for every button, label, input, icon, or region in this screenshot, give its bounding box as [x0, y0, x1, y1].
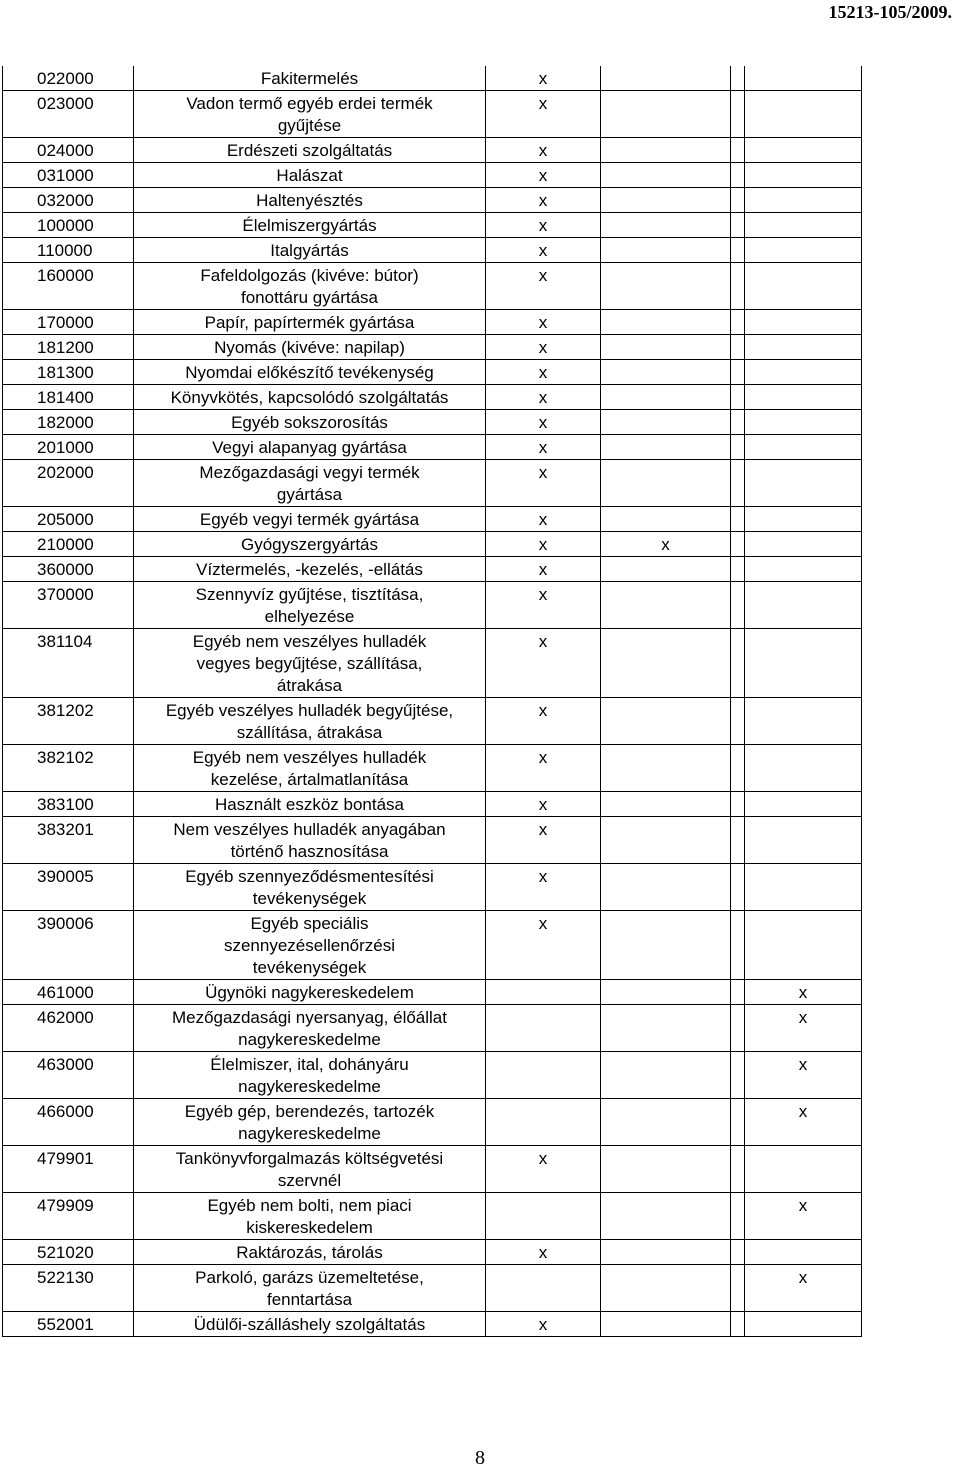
- mark-cell-col2: [601, 163, 731, 188]
- activity-name-cell: Egyéb nem bolti, nem piaci kiskereskedelem: [134, 1193, 486, 1240]
- table-row: [3, 817, 862, 864]
- activity-name-cell: Erdészeti szolgáltatás: [134, 138, 486, 163]
- table-row: [3, 410, 862, 435]
- mark-cell-col4: x: [745, 1193, 862, 1240]
- mark-cell-col3: [731, 1146, 745, 1193]
- activity-code-cell: 170000: [3, 310, 134, 335]
- mark-cell-col2: [601, 238, 731, 263]
- mark-cell-col4: [745, 1312, 862, 1337]
- mark-cell-col3: [731, 66, 745, 91]
- mark-cell-col1: x: [486, 213, 601, 238]
- mark-cell-col4: [745, 188, 862, 213]
- activity-name-cell: Fakitermelés: [134, 66, 486, 91]
- mark-cell-col4: [745, 911, 862, 980]
- activity-name-cell: Vadon termő egyéb erdei termék gyűjtése: [134, 91, 486, 138]
- mark-cell-col2: [601, 629, 731, 698]
- mark-cell-col1: x: [486, 698, 601, 745]
- activity-name-cell: Haltenyésztés: [134, 188, 486, 213]
- mark-cell-col4: [745, 507, 862, 532]
- activity-name-cell: Egyéb veszélyes hulladék begyűjtése, szállítása, átrakása: [134, 698, 486, 745]
- mark-cell-col3: [731, 1193, 745, 1240]
- mark-cell-col4: [745, 410, 862, 435]
- table-row: [3, 1146, 862, 1193]
- mark-cell-col3: [731, 310, 745, 335]
- mark-cell-col2: [601, 410, 731, 435]
- activity-code-cell: 160000: [3, 263, 134, 310]
- mark-cell-col3: [731, 980, 745, 1005]
- mark-cell-col2: [601, 335, 731, 360]
- table-row: [3, 91, 862, 138]
- mark-cell-col4: [745, 745, 862, 792]
- activity-name-cell: Gyógyszergyártás: [134, 532, 486, 557]
- mark-cell-col3: [731, 238, 745, 263]
- mark-cell-col3: [731, 435, 745, 460]
- activity-code-cell: 205000: [3, 507, 134, 532]
- table-row: [3, 745, 862, 792]
- mark-cell-col2: [601, 1265, 731, 1312]
- mark-cell-col2: [601, 698, 731, 745]
- activity-code-cell: 466000: [3, 1099, 134, 1146]
- activity-code-cell: 100000: [3, 213, 134, 238]
- mark-cell-col1: x: [486, 310, 601, 335]
- mark-cell-col1: x: [486, 792, 601, 817]
- activity-name-cell: Egyéb sokszorosítás: [134, 410, 486, 435]
- mark-cell-col4: [745, 263, 862, 310]
- table-row: [3, 385, 862, 410]
- mark-cell-col2: [601, 1146, 731, 1193]
- mark-cell-col3: [731, 460, 745, 507]
- activity-name-cell: Italgyártás: [134, 238, 486, 263]
- mark-cell-col2: [601, 1193, 731, 1240]
- activity-code-cell: 390005: [3, 864, 134, 911]
- mark-cell-col2: [601, 1099, 731, 1146]
- activity-name-cell: Nyomdai előkészítő tevékenység: [134, 360, 486, 385]
- mark-cell-col4: x: [745, 1005, 862, 1052]
- mark-cell-col4: [745, 238, 862, 263]
- mark-cell-col4: [745, 557, 862, 582]
- activity-code-cell: 181200: [3, 335, 134, 360]
- mark-cell-col1: x: [486, 460, 601, 507]
- table-row: [3, 238, 862, 263]
- table-row: [3, 360, 862, 385]
- mark-cell-col4: x: [745, 980, 862, 1005]
- mark-cell-col3: [731, 1052, 745, 1099]
- activity-code-cell: 022000: [3, 66, 134, 91]
- mark-cell-col4: [745, 91, 862, 138]
- mark-cell-col2: [601, 91, 731, 138]
- mark-cell-col3: [731, 629, 745, 698]
- table-row: [3, 507, 862, 532]
- activity-name-cell: Mezőgazdasági nyersanyag, élőállat nagykereskedelme: [134, 1005, 486, 1052]
- activity-code-cell: 479909: [3, 1193, 134, 1240]
- mark-cell-col2: [601, 817, 731, 864]
- mark-cell-col4: [745, 435, 862, 460]
- table-row: [3, 213, 862, 238]
- mark-cell-col2: [601, 435, 731, 460]
- mark-cell-col3: [731, 698, 745, 745]
- mark-cell-col2: [601, 460, 731, 507]
- activity-name-cell: Egyéb nem veszélyes hulladék kezelése, ártalmatlanítása: [134, 745, 486, 792]
- activity-name-cell: Használt eszköz bontása: [134, 792, 486, 817]
- mark-cell-col1: x: [486, 1240, 601, 1265]
- mark-cell-col3: [731, 263, 745, 310]
- mark-cell-col1: [486, 1265, 601, 1312]
- mark-cell-col2: [601, 1240, 731, 1265]
- mark-cell-col1: [486, 1193, 601, 1240]
- mark-cell-col1: x: [486, 745, 601, 792]
- page-number: 8: [475, 1447, 485, 1469]
- table-row: [3, 629, 862, 698]
- table-row: [3, 911, 862, 980]
- mark-cell-col1: x: [486, 66, 601, 91]
- activity-name-cell: Élelmiszergyártás: [134, 213, 486, 238]
- mark-cell-col2: x: [601, 532, 731, 557]
- activity-code-table: [2, 66, 862, 1337]
- activity-code-cell: 032000: [3, 188, 134, 213]
- activity-name-cell: Papír, papírtermék gyártása: [134, 310, 486, 335]
- mark-cell-col2: [601, 980, 731, 1005]
- activity-code-cell: 110000: [3, 238, 134, 263]
- activity-name-cell: Víztermelés, -kezelés, -ellátás: [134, 557, 486, 582]
- mark-cell-col4: [745, 582, 862, 629]
- mark-cell-col2: [601, 792, 731, 817]
- mark-cell-col4: [745, 138, 862, 163]
- mark-cell-col3: [731, 792, 745, 817]
- mark-cell-col1: x: [486, 91, 601, 138]
- mark-cell-col3: [731, 1312, 745, 1337]
- mark-cell-col3: [731, 557, 745, 582]
- activity-code-cell: 382102: [3, 745, 134, 792]
- table-row: [3, 138, 862, 163]
- mark-cell-col1: x: [486, 1312, 601, 1337]
- mark-cell-col4: [745, 213, 862, 238]
- activity-code-cell: 181300: [3, 360, 134, 385]
- mark-cell-col1: [486, 1099, 601, 1146]
- mark-cell-col2: [601, 188, 731, 213]
- activity-name-cell: Ügynöki nagykereskedelem: [134, 980, 486, 1005]
- mark-cell-col2: [601, 557, 731, 582]
- mark-cell-col2: [601, 213, 731, 238]
- mark-cell-col2: [601, 864, 731, 911]
- activity-name-cell: Vegyi alapanyag gyártása: [134, 435, 486, 460]
- mark-cell-col3: [731, 410, 745, 435]
- mark-cell-col4: [745, 532, 862, 557]
- mark-cell-col4: [745, 360, 862, 385]
- activity-code-cell: 031000: [3, 163, 134, 188]
- activity-name-cell: Halászat: [134, 163, 486, 188]
- activity-name-cell: Élelmiszer, ital, dohányáru nagykereskedelme: [134, 1052, 486, 1099]
- activity-code-cell: 370000: [3, 582, 134, 629]
- mark-cell-col3: [731, 360, 745, 385]
- mark-cell-col1: x: [486, 238, 601, 263]
- mark-cell-col3: [731, 1240, 745, 1265]
- mark-cell-col2: [601, 1052, 731, 1099]
- table-row: [3, 1193, 862, 1240]
- table-row: [3, 163, 862, 188]
- activity-code-cell: 521020: [3, 1240, 134, 1265]
- mark-cell-col1: x: [486, 335, 601, 360]
- activity-name-cell: Egyéb szennyeződésmentesítési tevékenységek: [134, 864, 486, 911]
- mark-cell-col2: [601, 385, 731, 410]
- mark-cell-col1: x: [486, 1146, 601, 1193]
- activity-name-cell: Üdülői-szálláshely szolgáltatás: [134, 1312, 486, 1337]
- activity-code-cell: 390006: [3, 911, 134, 980]
- mark-cell-col1: x: [486, 435, 601, 460]
- activity-code-cell: 210000: [3, 532, 134, 557]
- mark-cell-col3: [731, 745, 745, 792]
- table-row: [3, 1265, 862, 1312]
- activity-code-cell: 383100: [3, 792, 134, 817]
- mark-cell-col1: x: [486, 911, 601, 980]
- table-row: [3, 792, 862, 817]
- activity-code-cell: 023000: [3, 91, 134, 138]
- activity-code-cell: 479901: [3, 1146, 134, 1193]
- mark-cell-col4: x: [745, 1052, 862, 1099]
- activity-name-cell: Tankönyvforgalmazás költségvetési szervnél: [134, 1146, 486, 1193]
- mark-cell-col2: [601, 1312, 731, 1337]
- mark-cell-col1: x: [486, 864, 601, 911]
- activity-name-cell: Nyomás (kivéve: napilap): [134, 335, 486, 360]
- document-id: 15213-105/2009.: [828, 2, 952, 22]
- table-row: [3, 532, 862, 557]
- table-row: [3, 698, 862, 745]
- mark-cell-col3: [731, 507, 745, 532]
- activity-code-cell: 381104: [3, 629, 134, 698]
- mark-cell-col1: x: [486, 817, 601, 864]
- mark-cell-col1: x: [486, 557, 601, 582]
- mark-cell-col4: [745, 864, 862, 911]
- mark-cell-col3: [731, 138, 745, 163]
- mark-cell-col2: [601, 66, 731, 91]
- activity-name-cell: Egyéb speciális szennyezésellenőrzési tevékenységek: [134, 911, 486, 980]
- mark-cell-col2: [601, 138, 731, 163]
- mark-cell-col3: [731, 385, 745, 410]
- mark-cell-col3: [731, 1005, 745, 1052]
- activity-code-cell: 202000: [3, 460, 134, 507]
- mark-cell-col1: x: [486, 188, 601, 213]
- mark-cell-col4: [745, 1146, 862, 1193]
- activity-name-cell: Raktározás, tárolás: [134, 1240, 486, 1265]
- activity-code-cell: 360000: [3, 557, 134, 582]
- activity-name-cell: Mezőgazdasági vegyi termék gyártása: [134, 460, 486, 507]
- table-row: [3, 980, 862, 1005]
- activity-code-cell: 383201: [3, 817, 134, 864]
- mark-cell-col1: x: [486, 138, 601, 163]
- mark-cell-col2: [601, 360, 731, 385]
- table-row: [3, 864, 862, 911]
- activity-name-cell: Egyéb gép, berendezés, tartozék nagykereskedelme: [134, 1099, 486, 1146]
- mark-cell-col1: x: [486, 507, 601, 532]
- activity-name-cell: Szennyvíz gyűjtése, tisztítása, elhelyezése: [134, 582, 486, 629]
- mark-cell-col3: [731, 532, 745, 557]
- table-row: [3, 435, 862, 460]
- mark-cell-col4: [745, 629, 862, 698]
- mark-cell-col2: [601, 263, 731, 310]
- mark-cell-col4: [745, 163, 862, 188]
- mark-cell-col1: [486, 1005, 601, 1052]
- table-row: [3, 1005, 862, 1052]
- mark-cell-col1: x: [486, 360, 601, 385]
- mark-cell-col1: x: [486, 163, 601, 188]
- activity-name-cell: Egyéb nem veszélyes hulladék vegyes begyűjtése, szállítása, átrakása: [134, 629, 486, 698]
- activity-code-cell: 381202: [3, 698, 134, 745]
- mark-cell-col3: [731, 582, 745, 629]
- mark-cell-col3: [731, 1099, 745, 1146]
- activity-name-cell: Parkoló, garázs üzemeltetése, fenntartása: [134, 1265, 486, 1312]
- activity-code-cell: 024000: [3, 138, 134, 163]
- mark-cell-col1: [486, 980, 601, 1005]
- mark-cell-col3: [731, 817, 745, 864]
- mark-cell-col1: x: [486, 582, 601, 629]
- mark-cell-col2: [601, 911, 731, 980]
- mark-cell-col1: x: [486, 410, 601, 435]
- table-row: [3, 1312, 862, 1337]
- mark-cell-col1: x: [486, 629, 601, 698]
- table-body: [3, 66, 862, 1337]
- mark-cell-col4: x: [745, 1099, 862, 1146]
- activity-code-cell: 522130: [3, 1265, 134, 1312]
- mark-cell-col4: [745, 310, 862, 335]
- mark-cell-col4: [745, 335, 862, 360]
- table-row: [3, 188, 862, 213]
- table-row: [3, 1099, 862, 1146]
- activity-code-cell: 461000: [3, 980, 134, 1005]
- mark-cell-col4: [745, 66, 862, 91]
- mark-cell-col1: x: [486, 263, 601, 310]
- mark-cell-col4: [745, 385, 862, 410]
- mark-cell-col3: [731, 91, 745, 138]
- table-row: [3, 1240, 862, 1265]
- activity-code-cell: 182000: [3, 410, 134, 435]
- activity-name-cell: Egyéb vegyi termék gyártása: [134, 507, 486, 532]
- activity-code-cell: 181400: [3, 385, 134, 410]
- table-row: [3, 66, 862, 91]
- mark-cell-col3: [731, 911, 745, 980]
- mark-cell-col2: [601, 745, 731, 792]
- activity-code-cell: 201000: [3, 435, 134, 460]
- activity-code-cell: 463000: [3, 1052, 134, 1099]
- mark-cell-col1: x: [486, 532, 601, 557]
- mark-cell-col3: [731, 335, 745, 360]
- table-row: [3, 1052, 862, 1099]
- mark-cell-col3: [731, 188, 745, 213]
- mark-cell-col4: x: [745, 1265, 862, 1312]
- mark-cell-col3: [731, 163, 745, 188]
- table-row: [3, 460, 862, 507]
- table-row: [3, 263, 862, 310]
- mark-cell-col2: [601, 1005, 731, 1052]
- mark-cell-col1: [486, 1052, 601, 1099]
- activity-name-cell: Könyvkötés, kapcsolódó szolgáltatás: [134, 385, 486, 410]
- activity-name-cell: Fafeldolgozás (kivéve: bútor) fonottáru gyártása: [134, 263, 486, 310]
- mark-cell-col4: [745, 698, 862, 745]
- mark-cell-col3: [731, 864, 745, 911]
- activity-code-cell: 462000: [3, 1005, 134, 1052]
- mark-cell-col1: x: [486, 385, 601, 410]
- mark-cell-col4: [745, 1240, 862, 1265]
- mark-cell-col3: [731, 213, 745, 238]
- activity-name-cell: Nem veszélyes hulladék anyagában történő hasznosítása: [134, 817, 486, 864]
- mark-cell-col2: [601, 582, 731, 629]
- table-row: [3, 557, 862, 582]
- mark-cell-col4: [745, 792, 862, 817]
- mark-cell-col2: [601, 310, 731, 335]
- mark-cell-col4: [745, 817, 862, 864]
- table-row: [3, 582, 862, 629]
- mark-cell-col4: [745, 460, 862, 507]
- table-row: [3, 310, 862, 335]
- table-row: [3, 335, 862, 360]
- activity-code-cell: 552001: [3, 1312, 134, 1337]
- mark-cell-col3: [731, 1265, 745, 1312]
- mark-cell-col2: [601, 507, 731, 532]
